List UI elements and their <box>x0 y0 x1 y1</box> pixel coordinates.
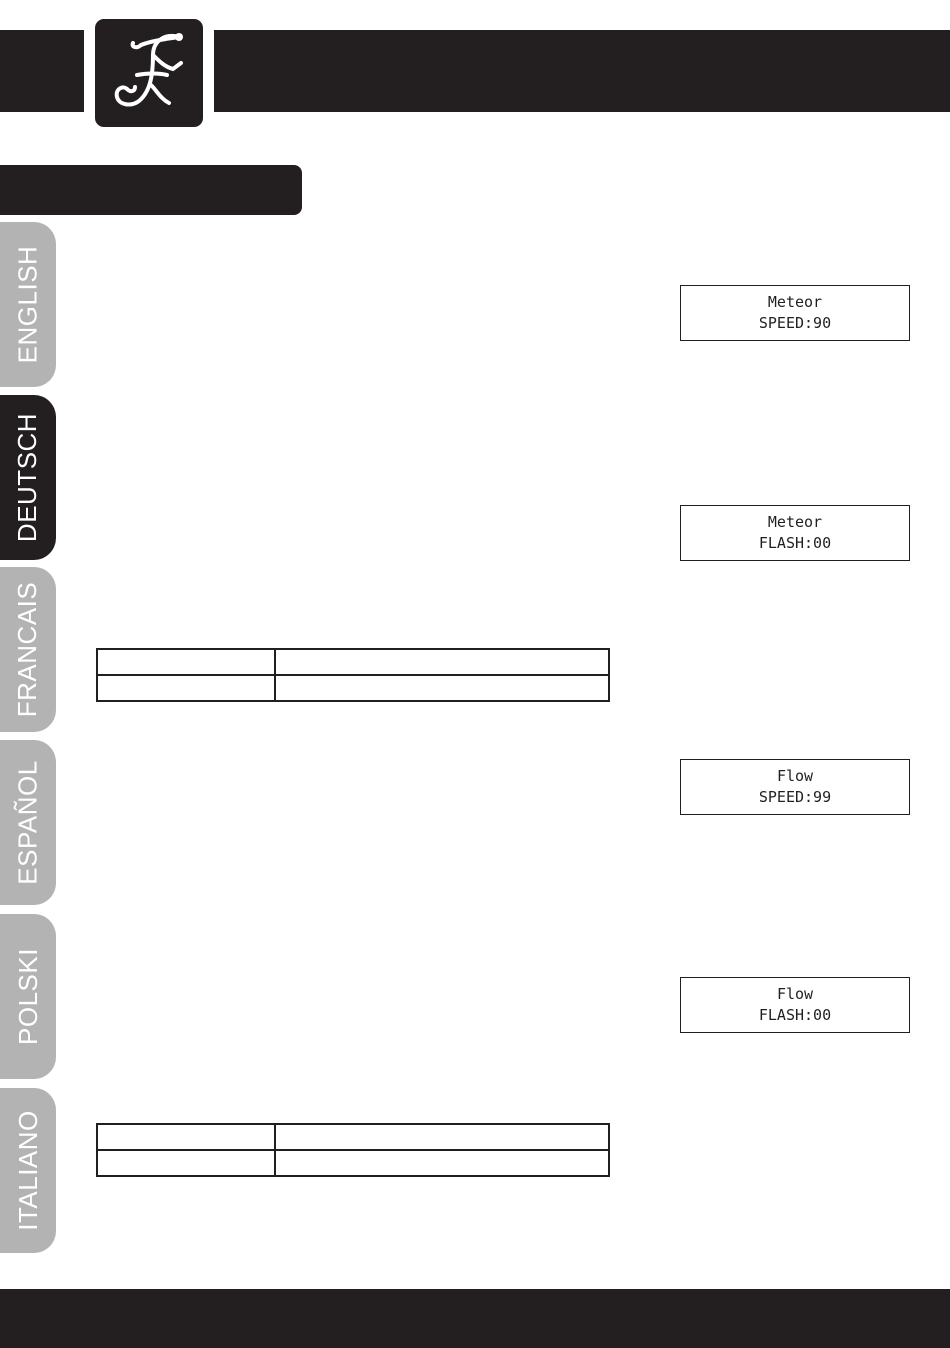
table-cell <box>275 1124 609 1150</box>
table-cell <box>97 1150 275 1176</box>
lcd-line-1: Flow <box>776 985 814 1003</box>
table-cell <box>275 1150 609 1176</box>
lcd-display-flow-flash <box>680 977 910 1033</box>
table-row <box>97 1124 609 1150</box>
tab-italiano[interactable] <box>0 1088 56 1253</box>
tab-label: ITALIANO <box>12 1110 43 1231</box>
tab-francais[interactable] <box>0 567 56 732</box>
tab-label: FRANCAIS <box>12 581 43 718</box>
section-title-bar <box>0 165 302 215</box>
footer-bar <box>0 1289 950 1348</box>
lcd-line-2: SPEED:99 <box>758 788 832 806</box>
tab-english[interactable] <box>0 222 56 387</box>
lcd-display-meteor-speed <box>680 285 910 341</box>
lcd-display-flow-speed <box>680 759 910 815</box>
lcd-line-2: SPEED:90 <box>758 314 832 332</box>
tab-label: ENGLISH <box>12 245 43 364</box>
header-bar-left <box>0 30 84 112</box>
table-cell <box>97 1124 275 1150</box>
table-cell <box>97 649 275 675</box>
lcd-line-1: Meteor <box>767 293 823 311</box>
empty-table-meteor <box>96 648 610 702</box>
tab-label: POLSKI <box>12 948 43 1045</box>
tab-deutsch[interactable] <box>0 395 56 560</box>
table-row <box>97 1150 609 1176</box>
tab-espanol[interactable] <box>0 740 56 905</box>
lcd-display-meteor-flash <box>680 505 910 561</box>
lcd-line-2: FLASH:00 <box>758 1006 832 1024</box>
table-cell <box>275 675 609 701</box>
tab-label: DEUTSCH <box>12 412 43 543</box>
lcd-line-1: Flow <box>776 767 814 785</box>
table-cell <box>97 675 275 701</box>
lizard-logo-icon <box>92 16 206 130</box>
header-bar-right <box>214 30 950 112</box>
lcd-line-1: Meteor <box>767 513 823 531</box>
tab-polski[interactable] <box>0 914 56 1079</box>
table-cell <box>275 649 609 675</box>
lcd-line-2: FLASH:00 <box>758 534 832 552</box>
empty-table-flow <box>96 1123 610 1177</box>
table-row <box>97 675 609 701</box>
table-row <box>97 649 609 675</box>
tab-label: ESPAÑOL <box>12 760 43 885</box>
